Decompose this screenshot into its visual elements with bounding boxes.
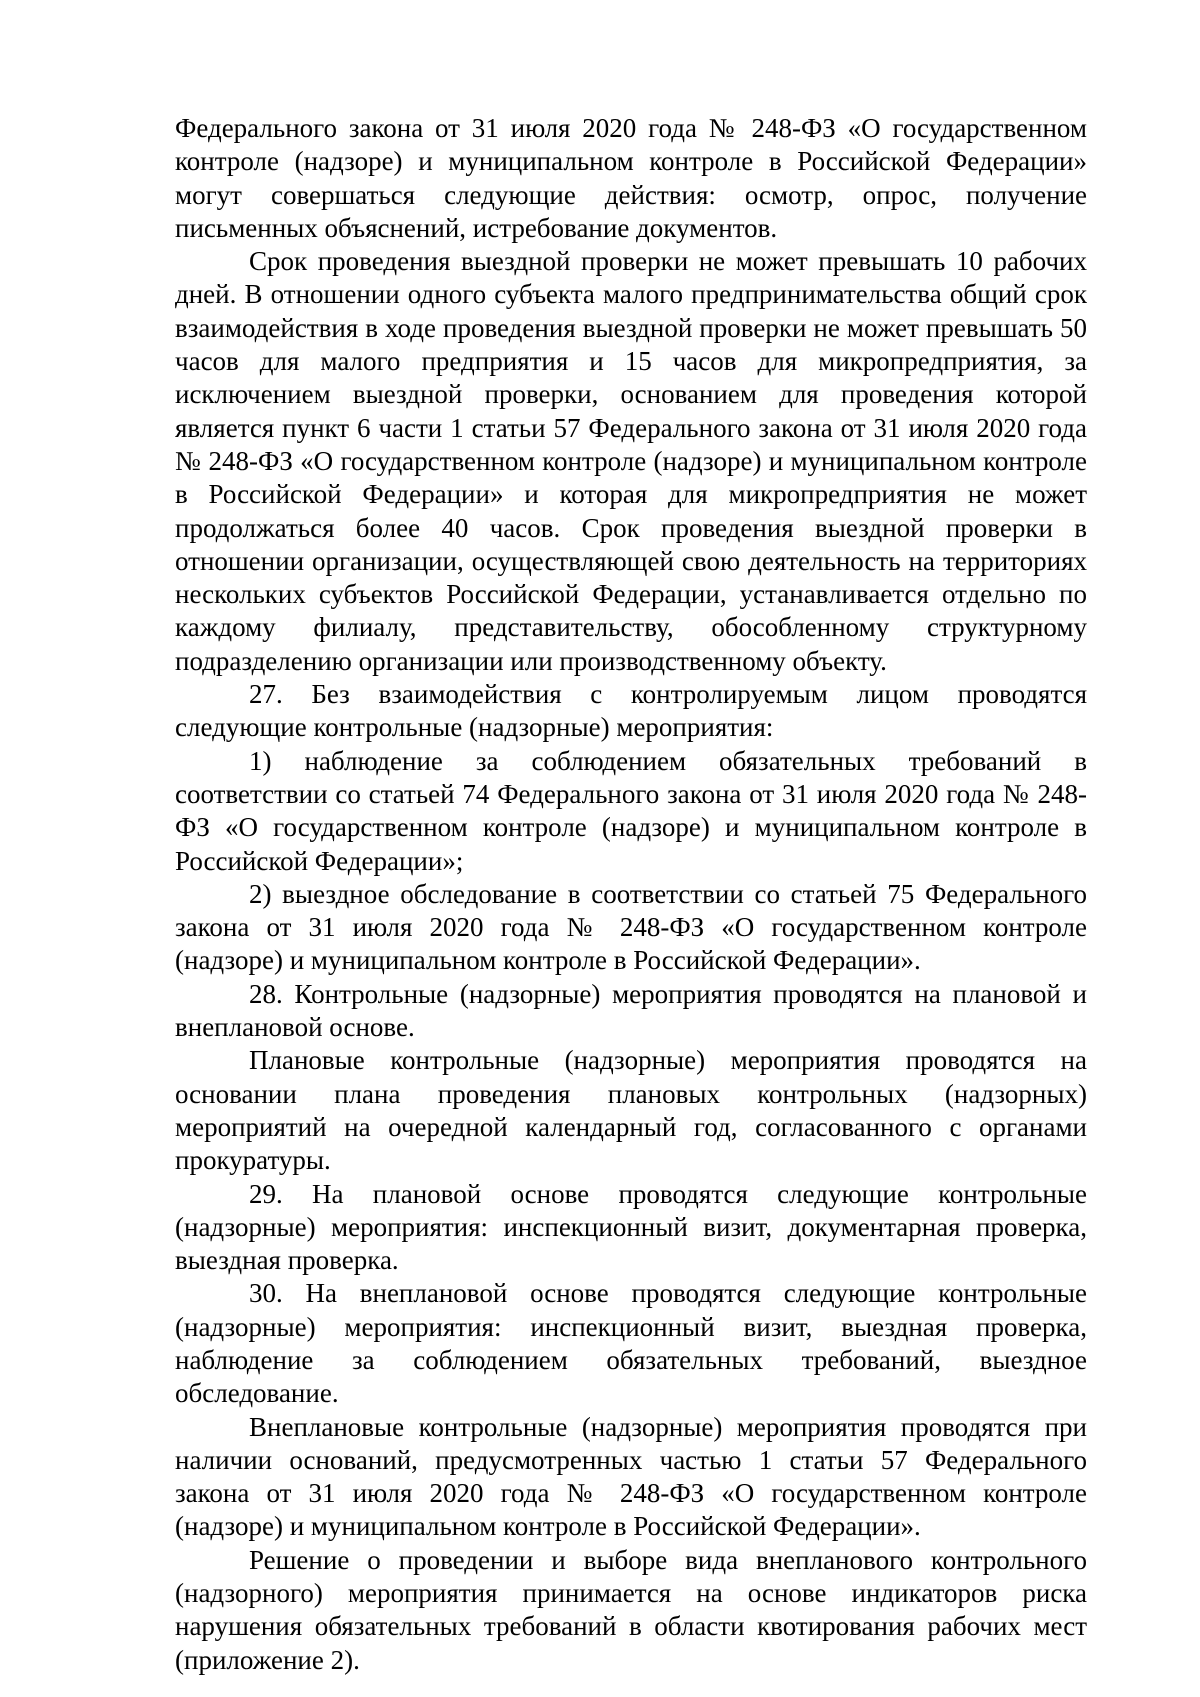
paragraph-unplanned-grounds: Внеплановые контрольные (надзорные) мероприятия проводятся при наличии оснований, предусмотренных частью 1 статьи 57 Федерального закона от 31 июля 2020 года № 248-ФЗ «О государственном контроле (надзоре) и муниципальном контроле в Российской Федерации». bbox=[175, 1411, 1087, 1542]
paragraph-27-item-2: 2) выездное обследование в соответствии со статьей 75 Федерального закона от 31 июля 2020 года № 248-ФЗ «О государственном контроле (надзоре) и муниципальном контроле в Российской Федерации». bbox=[175, 878, 1087, 976]
paragraph-28: 28. Контрольные (надзорные) мероприятия проводятся на плановой и внеплановой основе. bbox=[175, 978, 1087, 1043]
paragraph-risk-indicators: Решение о проведении и выборе вида внепланового контрольного (надзорного) мероприятия принимается на основе индикаторов риска нарушения обязательных требований в области квотирования рабочих мест (приложение 2). bbox=[175, 1544, 1087, 1675]
paragraph-27-item-1: 1) наблюдение за соблюдением обязательных требований в соответствии со статьей 74 Федерального закона от 31 июля 2020 года № 248-ФЗ «О государственном контроле (надзоре) и муниципальном контроле в Российской Федерации»; bbox=[175, 745, 1087, 876]
paragraph-planned-measures: Плановые контрольные (надзорные) мероприятия проводятся на основании плана проведения плановых контрольных (надзорных) мероприятий на очередной календарный год, согласованного с органами прокуратуры. bbox=[175, 1045, 1087, 1176]
paragraph-29: 29. На плановой основе проводятся следующие контрольные (надзорные) мероприятия: инспекционный визит, документарная проверка, выездная проверка. bbox=[175, 1178, 1087, 1276]
paragraph-inspection-duration: Срок проведения выездной проверки не может превышать 10 рабочих дней. В отношении одного субъекта малого предпринимательства общий срок взаимодействия в ходе проведения выездной проверки не может превышать 50 часов для малого предприятия и 15 часов для микропредприятия, за исключением выездной проверки, основанием для проведения которой является пункт 6 части 1 статьи 57 Федерального закона от 31 июля 2020 года № 248-ФЗ «О государственном контроле (надзоре) и муниципальном контроле в Российской Федерации» и которая для микропредприятия не может продолжаться более 40 часов. Срок проведения выездной проверки в отношении организации, осуществляющей свою деятельность на территориях нескольких субъектов Российской Федерации, устанавливается отдельно по каждому филиалу, представительству, обособленному структурному подразделению организации или производственному объекту. bbox=[175, 246, 1087, 676]
paragraph-27: 27. Без взаимодействия с контролируемым лицом проводятся следующие контрольные (надзорные) мероприятия: bbox=[175, 679, 1087, 743]
paragraph-30: 30. На внеплановой основе проводятся следующие контрольные (надзорные) мероприятия: инспекционный визит, выездная проверка, наблюдение за соблюдением обязательных требований, выездное обследование. bbox=[175, 1278, 1087, 1409]
paragraph-continuation: Федерального закона от 31 июля 2020 года № 248-ФЗ «О государственном контроле (надзоре) и муниципальном контроле в Российской Федерации» могут совершаться следующие действия: осмотр, опрос, получение письменных объяснений, истребование документов. bbox=[175, 113, 1087, 243]
document-body bbox=[175, 112, 1087, 1677]
